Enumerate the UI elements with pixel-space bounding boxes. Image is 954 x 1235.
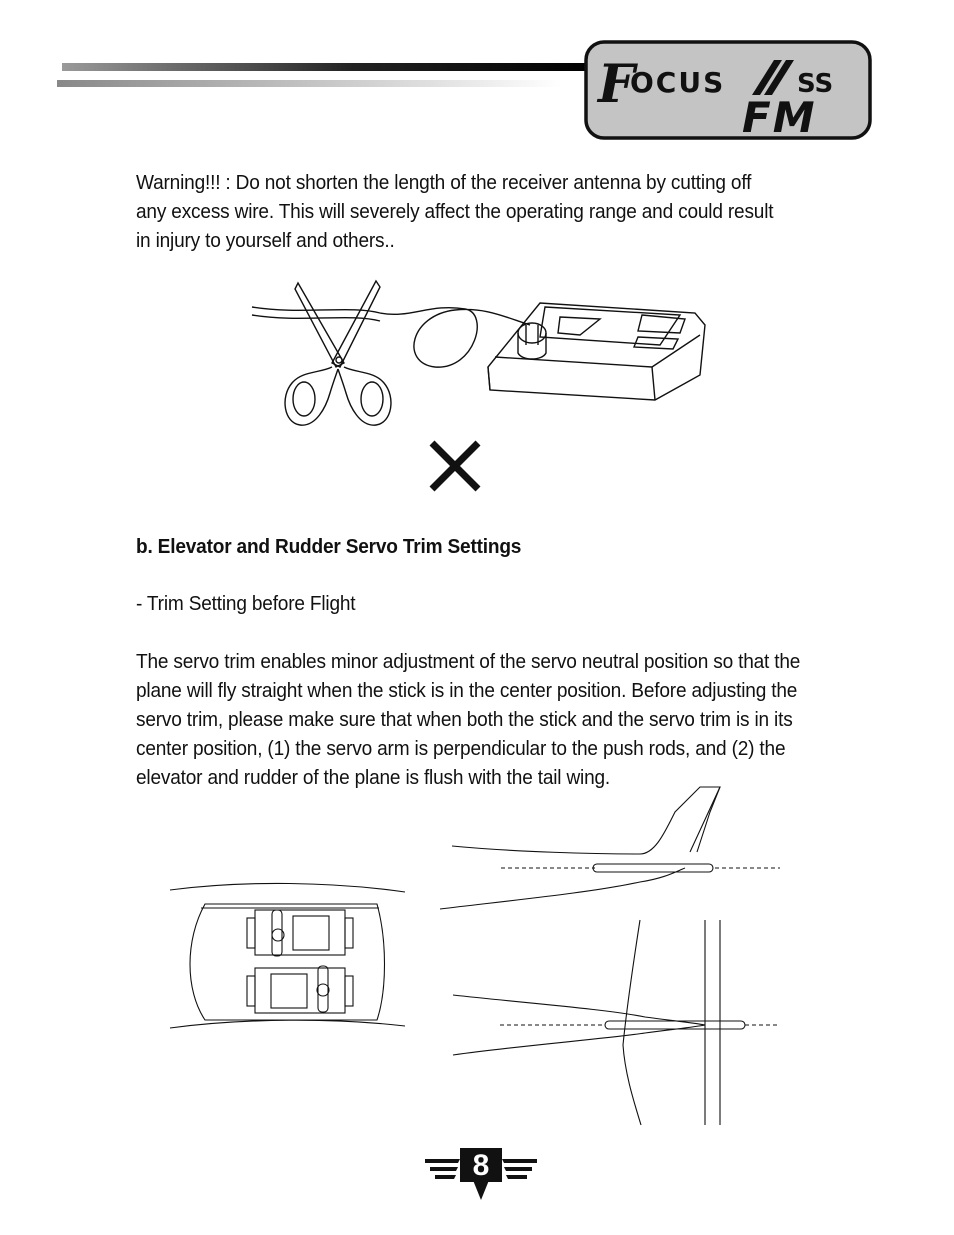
scissors-icon <box>285 281 391 425</box>
focus-ss-fm-logo <box>584 40 872 140</box>
section-heading: b. Elevator and Rudder Servo Trim Settings <box>136 535 522 558</box>
servo-tray-illustration <box>165 880 415 1030</box>
servo-bottom-icon <box>247 966 353 1013</box>
header-bar-light <box>57 80 562 87</box>
section-subheading: - Trim Setting before Flight <box>136 592 356 615</box>
warning-line: Warning!!! : Do not shorten the length of the receiver antenna by cutting off <box>136 171 752 194</box>
warning-line: in injury to yourself and others.. <box>136 229 395 252</box>
warning-paragraph <box>136 168 806 255</box>
servo-top-icon <box>247 910 353 956</box>
receiver-icon <box>488 303 705 400</box>
logo-initial: F <box>598 54 635 115</box>
logo-line2: FM <box>742 93 817 140</box>
logo-word: OCUS <box>630 66 726 99</box>
body-line: center position, (1) the servo arm is perpendicular to the push rods, and (2) the <box>136 737 786 760</box>
body-line: plane will fly straight when the stick is in the center position. Before adjusting the <box>136 679 798 702</box>
warning-line: any excess wire. This will severely affect the operating range and could result <box>136 200 774 223</box>
body-line: The servo trim enables minor adjustment of the servo neutral position so that the <box>136 650 801 673</box>
page-number: 8 <box>472 1149 490 1182</box>
servo-trim-paragraph <box>136 647 824 792</box>
rudder-top-view-illustration <box>445 915 795 1130</box>
body-line: elevator and rudder of the plane is flush with the tail wing. <box>136 766 611 789</box>
logo-suffix: SS <box>797 69 834 99</box>
antenna-wire <box>252 307 530 367</box>
elevator-side-view-illustration <box>435 782 795 912</box>
antenna-cutting-illustration <box>240 275 720 495</box>
header-bar-dark <box>62 63 592 71</box>
prohibited-x-icon <box>432 443 478 489</box>
body-line: servo trim, please make sure that when both the stick and the servo trim is in its <box>136 708 793 731</box>
